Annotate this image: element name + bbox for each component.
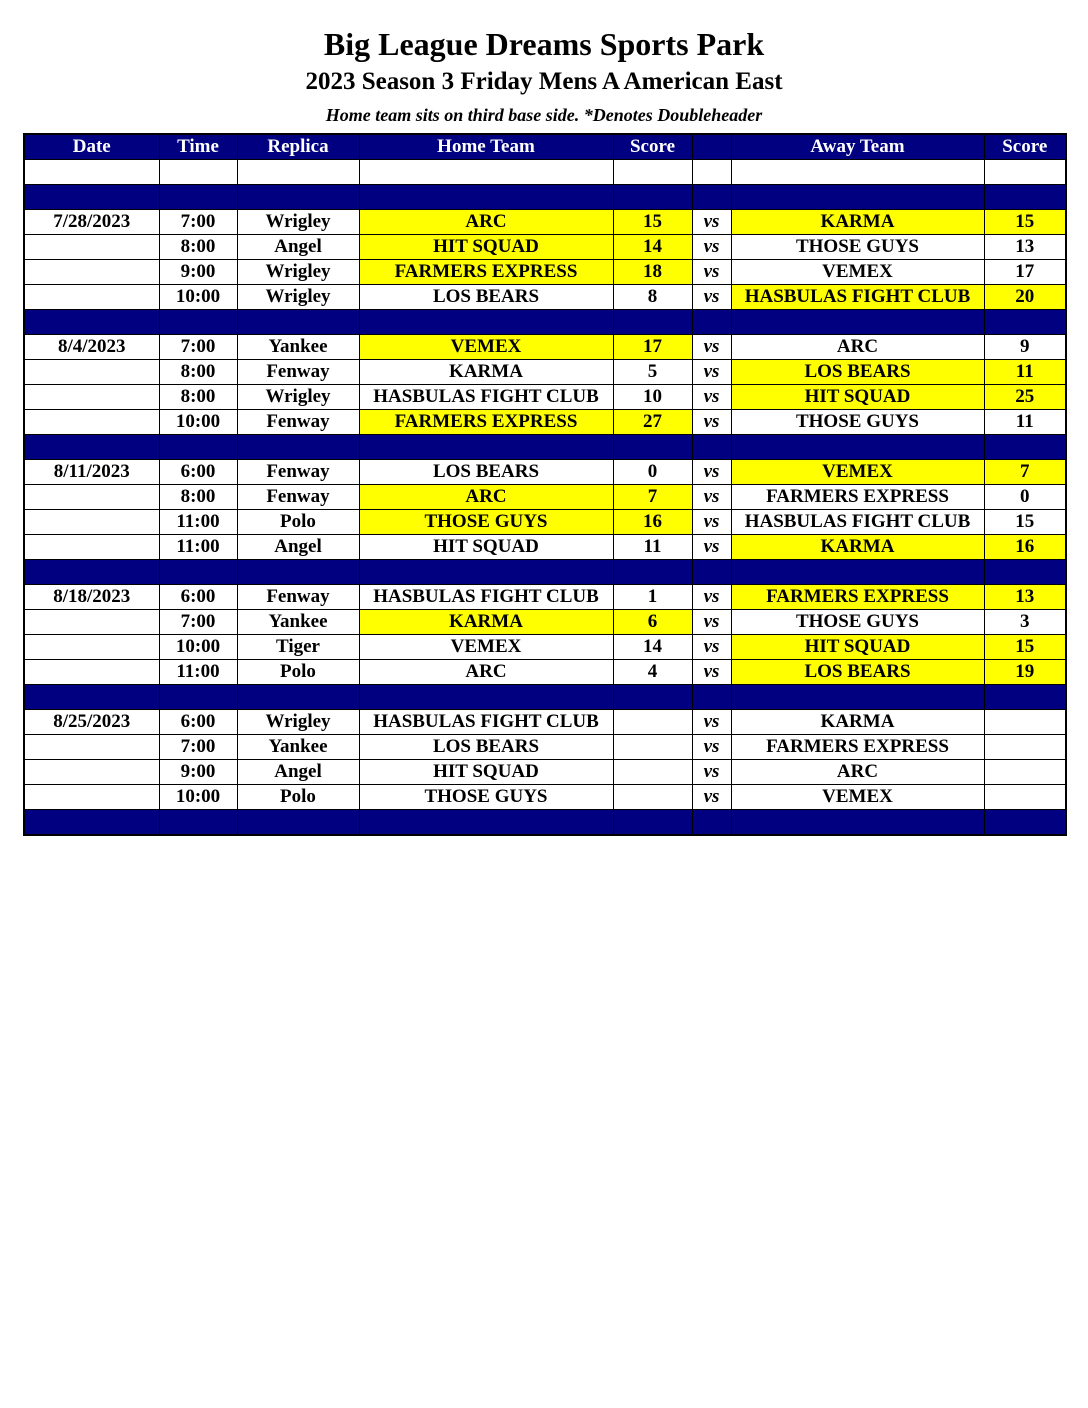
away-score-cell bbox=[984, 710, 1066, 735]
home-team-cell: VEMEX bbox=[359, 635, 613, 660]
home-team-cell: HIT SQUAD bbox=[359, 760, 613, 785]
away-team-cell: FARMERS EXPRESS bbox=[731, 735, 984, 760]
away-score-cell: 16 bbox=[984, 535, 1066, 560]
home-score-cell: 8 bbox=[613, 285, 692, 310]
band-cell bbox=[984, 560, 1066, 585]
band-cell bbox=[237, 310, 359, 335]
column-header-date: Date bbox=[24, 134, 159, 160]
vs-cell: vs bbox=[692, 235, 731, 260]
time-cell: 10:00 bbox=[159, 410, 237, 435]
vs-cell: vs bbox=[692, 385, 731, 410]
replica-cell: Yankee bbox=[237, 610, 359, 635]
home-score-cell: 17 bbox=[613, 335, 692, 360]
date-cell bbox=[24, 635, 159, 660]
replica-cell: Yankee bbox=[237, 735, 359, 760]
replica-cell: Fenway bbox=[237, 460, 359, 485]
away-team-cell: HASBULAS FIGHT CLUB bbox=[731, 510, 984, 535]
home-score-cell: 11 bbox=[613, 535, 692, 560]
home-team-cell: HASBULAS FIGHT CLUB bbox=[359, 585, 613, 610]
game-row bbox=[24, 260, 1066, 285]
game-row bbox=[24, 360, 1066, 385]
replica-cell: Fenway bbox=[237, 360, 359, 385]
date-cell bbox=[24, 510, 159, 535]
band-cell bbox=[692, 810, 731, 836]
time-cell: 11:00 bbox=[159, 535, 237, 560]
game-row bbox=[24, 585, 1066, 610]
time-cell: 8:00 bbox=[159, 485, 237, 510]
vs-cell: vs bbox=[692, 785, 731, 810]
away-team-cell: HIT SQUAD bbox=[731, 385, 984, 410]
replica-cell: Yankee bbox=[237, 335, 359, 360]
away-team-cell: LOS BEARS bbox=[731, 660, 984, 685]
game-row bbox=[24, 210, 1066, 235]
column-header-replica: Replica bbox=[237, 134, 359, 160]
band-cell bbox=[984, 185, 1066, 210]
band-cell bbox=[159, 185, 237, 210]
vs-cell: vs bbox=[692, 285, 731, 310]
time-cell: 11:00 bbox=[159, 660, 237, 685]
home-team-cell: KARMA bbox=[359, 610, 613, 635]
date-cell bbox=[24, 785, 159, 810]
time-cell: 7:00 bbox=[159, 735, 237, 760]
vs-cell: vs bbox=[692, 710, 731, 735]
page-title: Big League Dreams Sports Park bbox=[323, 26, 765, 62]
away-team-cell: THOSE GUYS bbox=[731, 610, 984, 635]
home-score-cell: 10 bbox=[613, 385, 692, 410]
band-cell bbox=[613, 310, 692, 335]
replica-cell: Fenway bbox=[237, 585, 359, 610]
home-team-cell: FARMERS EXPRESS bbox=[359, 260, 613, 285]
band-cell bbox=[984, 310, 1066, 335]
time-cell: 8:00 bbox=[159, 360, 237, 385]
home-score-cell: 1 bbox=[613, 585, 692, 610]
vs-cell: vs bbox=[692, 760, 731, 785]
band-cell bbox=[692, 560, 731, 585]
band-cell bbox=[731, 560, 984, 585]
date-cell: 8/4/2023 bbox=[24, 335, 159, 360]
date-cell: 8/18/2023 bbox=[24, 585, 159, 610]
away-score-cell: 15 bbox=[984, 635, 1066, 660]
home-score-cell bbox=[613, 710, 692, 735]
home-team-cell: VEMEX bbox=[359, 335, 613, 360]
game-row bbox=[24, 410, 1066, 435]
band-cell bbox=[24, 560, 159, 585]
band-cell bbox=[159, 810, 237, 836]
band-cell bbox=[984, 810, 1066, 836]
game-row bbox=[24, 485, 1066, 510]
time-cell: 11:00 bbox=[159, 510, 237, 535]
time-cell: 6:00 bbox=[159, 710, 237, 735]
header-row bbox=[24, 134, 1066, 160]
game-row bbox=[24, 710, 1066, 735]
band-cell bbox=[24, 685, 159, 710]
away-score-cell: 15 bbox=[984, 210, 1066, 235]
band-cell bbox=[237, 685, 359, 710]
date-cell bbox=[24, 760, 159, 785]
home-team-cell: THOSE GUYS bbox=[359, 785, 613, 810]
vs-cell: vs bbox=[692, 260, 731, 285]
home-score-cell: 14 bbox=[613, 635, 692, 660]
band-cell bbox=[159, 685, 237, 710]
band-cell bbox=[692, 435, 731, 460]
home-score-cell: 7 bbox=[613, 485, 692, 510]
band-cell bbox=[692, 685, 731, 710]
vs-cell: vs bbox=[692, 510, 731, 535]
away-team-cell: THOSE GUYS bbox=[731, 410, 984, 435]
vs-cell: vs bbox=[692, 210, 731, 235]
away-score-cell: 13 bbox=[984, 235, 1066, 260]
game-row bbox=[24, 660, 1066, 685]
band-cell bbox=[731, 310, 984, 335]
date-cell bbox=[24, 485, 159, 510]
replica-cell: Angel bbox=[237, 535, 359, 560]
vs-cell: vs bbox=[692, 535, 731, 560]
week-separator-band bbox=[24, 685, 1066, 710]
band-cell bbox=[359, 185, 613, 210]
away-score-cell: 11 bbox=[984, 360, 1066, 385]
band-cell bbox=[692, 310, 731, 335]
game-row bbox=[24, 610, 1066, 635]
band-cell bbox=[731, 810, 984, 836]
band-cell bbox=[359, 810, 613, 836]
away-team-cell: FARMERS EXPRESS bbox=[731, 585, 984, 610]
band-cell bbox=[731, 435, 984, 460]
band-cell bbox=[159, 310, 237, 335]
band-cell bbox=[613, 685, 692, 710]
away-team-cell: LOS BEARS bbox=[731, 360, 984, 385]
home-team-cell: LOS BEARS bbox=[359, 285, 613, 310]
away-team-cell: KARMA bbox=[731, 210, 984, 235]
home-team-cell: HIT SQUAD bbox=[359, 535, 613, 560]
band-cell bbox=[359, 310, 613, 335]
away-score-cell bbox=[984, 760, 1066, 785]
column-header-away-score: Score bbox=[984, 134, 1066, 160]
away-score-cell bbox=[984, 785, 1066, 810]
blank-cell bbox=[984, 160, 1066, 185]
band-cell bbox=[237, 185, 359, 210]
home-score-cell: 0 bbox=[613, 460, 692, 485]
date-cell bbox=[24, 385, 159, 410]
home-score-cell: 18 bbox=[613, 260, 692, 285]
home-score-cell: 14 bbox=[613, 235, 692, 260]
time-cell: 10:00 bbox=[159, 785, 237, 810]
away-team-cell: THOSE GUYS bbox=[731, 235, 984, 260]
home-score-cell: 27 bbox=[613, 410, 692, 435]
game-row bbox=[24, 385, 1066, 410]
vs-cell: vs bbox=[692, 660, 731, 685]
home-team-cell: FARMERS EXPRESS bbox=[359, 410, 613, 435]
date-cell bbox=[24, 410, 159, 435]
date-cell bbox=[24, 235, 159, 260]
replica-cell: Wrigley bbox=[237, 210, 359, 235]
time-cell: 6:00 bbox=[159, 585, 237, 610]
away-score-cell: 7 bbox=[984, 460, 1066, 485]
away-team-cell: KARMA bbox=[731, 535, 984, 560]
week-separator-band bbox=[24, 810, 1066, 836]
week-separator-band bbox=[24, 310, 1066, 335]
away-score-cell: 15 bbox=[984, 510, 1066, 535]
home-team-cell: HASBULAS FIGHT CLUB bbox=[359, 710, 613, 735]
away-team-cell: VEMEX bbox=[731, 460, 984, 485]
date-cell: 7/28/2023 bbox=[24, 210, 159, 235]
band-cell bbox=[984, 685, 1066, 710]
date-cell: 8/25/2023 bbox=[24, 710, 159, 735]
home-team-cell: THOSE GUYS bbox=[359, 510, 613, 535]
replica-cell: Wrigley bbox=[237, 710, 359, 735]
column-header-vs bbox=[692, 134, 731, 160]
home-score-cell bbox=[613, 735, 692, 760]
vs-cell: vs bbox=[692, 410, 731, 435]
band-cell bbox=[613, 560, 692, 585]
home-team-cell: HASBULAS FIGHT CLUB bbox=[359, 385, 613, 410]
column-header-home-team: Home Team bbox=[359, 134, 613, 160]
blank-cell bbox=[692, 160, 731, 185]
date-cell bbox=[24, 285, 159, 310]
vs-cell: vs bbox=[692, 585, 731, 610]
band-cell bbox=[24, 185, 159, 210]
blank-cell bbox=[159, 160, 237, 185]
game-row bbox=[24, 335, 1066, 360]
week-separator-band bbox=[24, 435, 1066, 460]
band-cell bbox=[731, 685, 984, 710]
band-cell bbox=[359, 560, 613, 585]
away-score-cell: 3 bbox=[984, 610, 1066, 635]
away-team-cell: HASBULAS FIGHT CLUB bbox=[731, 285, 984, 310]
date-cell: 8/11/2023 bbox=[24, 460, 159, 485]
time-cell: 8:00 bbox=[159, 385, 237, 410]
home-team-cell: LOS BEARS bbox=[359, 735, 613, 760]
away-team-cell: VEMEX bbox=[731, 785, 984, 810]
band-cell bbox=[24, 435, 159, 460]
away-score-cell: 13 bbox=[984, 585, 1066, 610]
game-row bbox=[24, 735, 1066, 760]
game-row bbox=[24, 285, 1066, 310]
band-cell bbox=[237, 435, 359, 460]
replica-cell: Polo bbox=[237, 660, 359, 685]
replica-cell: Wrigley bbox=[237, 385, 359, 410]
time-cell: 9:00 bbox=[159, 260, 237, 285]
home-score-cell bbox=[613, 760, 692, 785]
vs-cell: vs bbox=[692, 635, 731, 660]
home-team-cell: ARC bbox=[359, 485, 613, 510]
replica-cell: Angel bbox=[237, 235, 359, 260]
time-cell: 8:00 bbox=[159, 235, 237, 260]
week-separator-band bbox=[24, 560, 1066, 585]
schedule-body bbox=[24, 160, 1066, 836]
away-score-cell: 17 bbox=[984, 260, 1066, 285]
blank-cell bbox=[237, 160, 359, 185]
date-cell bbox=[24, 535, 159, 560]
band-cell bbox=[24, 310, 159, 335]
band-cell bbox=[159, 560, 237, 585]
band-cell bbox=[692, 185, 731, 210]
home-team-cell: LOS BEARS bbox=[359, 460, 613, 485]
blank-cell bbox=[613, 160, 692, 185]
time-cell: 9:00 bbox=[159, 760, 237, 785]
column-header-away-team: Away Team bbox=[731, 134, 984, 160]
away-team-cell: FARMERS EXPRESS bbox=[731, 485, 984, 510]
blank-cell bbox=[24, 160, 159, 185]
game-row bbox=[24, 235, 1066, 260]
replica-cell: Wrigley bbox=[237, 285, 359, 310]
game-row bbox=[24, 510, 1066, 535]
vs-cell: vs bbox=[692, 335, 731, 360]
time-cell: 6:00 bbox=[159, 460, 237, 485]
away-team-cell: HIT SQUAD bbox=[731, 635, 984, 660]
home-team-cell: ARC bbox=[359, 660, 613, 685]
away-score-cell: 20 bbox=[984, 285, 1066, 310]
date-cell bbox=[24, 735, 159, 760]
home-score-cell: 16 bbox=[613, 510, 692, 535]
vs-cell: vs bbox=[692, 735, 731, 760]
replica-cell: Polo bbox=[237, 510, 359, 535]
away-team-cell: ARC bbox=[731, 760, 984, 785]
band-cell bbox=[359, 435, 613, 460]
replica-cell: Fenway bbox=[237, 485, 359, 510]
game-row bbox=[24, 460, 1066, 485]
time-cell: 7:00 bbox=[159, 610, 237, 635]
away-score-cell: 25 bbox=[984, 385, 1066, 410]
away-team-cell: VEMEX bbox=[731, 260, 984, 285]
home-score-cell: 15 bbox=[613, 210, 692, 235]
away-score-cell bbox=[984, 735, 1066, 760]
vs-cell: vs bbox=[692, 610, 731, 635]
band-cell bbox=[24, 810, 159, 836]
replica-cell: Tiger bbox=[237, 635, 359, 660]
vs-cell: vs bbox=[692, 460, 731, 485]
page-subtitle: 2023 Season 3 Friday Mens A American East bbox=[305, 68, 783, 95]
week-separator-band bbox=[24, 185, 1066, 210]
vs-cell: vs bbox=[692, 485, 731, 510]
band-cell bbox=[731, 185, 984, 210]
game-row bbox=[24, 785, 1066, 810]
date-cell bbox=[24, 660, 159, 685]
blank-cell bbox=[731, 160, 984, 185]
band-cell bbox=[984, 435, 1066, 460]
home-score-cell: 4 bbox=[613, 660, 692, 685]
time-cell: 7:00 bbox=[159, 335, 237, 360]
band-cell bbox=[159, 435, 237, 460]
time-cell: 7:00 bbox=[159, 210, 237, 235]
band-cell bbox=[613, 810, 692, 836]
home-team-cell: HIT SQUAD bbox=[359, 235, 613, 260]
time-cell: 10:00 bbox=[159, 285, 237, 310]
band-cell bbox=[359, 685, 613, 710]
replica-cell: Polo bbox=[237, 785, 359, 810]
home-score-cell bbox=[613, 785, 692, 810]
game-row bbox=[24, 535, 1066, 560]
home-team-cell: ARC bbox=[359, 210, 613, 235]
schedule-note: Home team sits on third base side. *Denotes Doubleheader bbox=[325, 105, 763, 125]
away-score-cell: 9 bbox=[984, 335, 1066, 360]
blank-row bbox=[24, 160, 1066, 185]
band-cell bbox=[237, 810, 359, 836]
game-row bbox=[24, 635, 1066, 660]
blank-cell bbox=[359, 160, 613, 185]
away-team-cell: ARC bbox=[731, 335, 984, 360]
band-cell bbox=[237, 560, 359, 585]
replica-cell: Angel bbox=[237, 760, 359, 785]
home-score-cell: 5 bbox=[613, 360, 692, 385]
schedule-table bbox=[23, 133, 1067, 836]
replica-cell: Fenway bbox=[237, 410, 359, 435]
band-cell bbox=[613, 185, 692, 210]
time-cell: 10:00 bbox=[159, 635, 237, 660]
date-cell bbox=[24, 260, 159, 285]
column-header-home-score: Score bbox=[613, 134, 692, 160]
away-team-cell: KARMA bbox=[731, 710, 984, 735]
date-cell bbox=[24, 610, 159, 635]
away-score-cell: 19 bbox=[984, 660, 1066, 685]
date-cell bbox=[24, 360, 159, 385]
column-header-time: Time bbox=[159, 134, 237, 160]
vs-cell: vs bbox=[692, 360, 731, 385]
home-team-cell: KARMA bbox=[359, 360, 613, 385]
game-row bbox=[24, 760, 1066, 785]
home-score-cell: 6 bbox=[613, 610, 692, 635]
away-score-cell: 11 bbox=[984, 410, 1066, 435]
replica-cell: Wrigley bbox=[237, 260, 359, 285]
away-score-cell: 0 bbox=[984, 485, 1066, 510]
band-cell bbox=[613, 435, 692, 460]
